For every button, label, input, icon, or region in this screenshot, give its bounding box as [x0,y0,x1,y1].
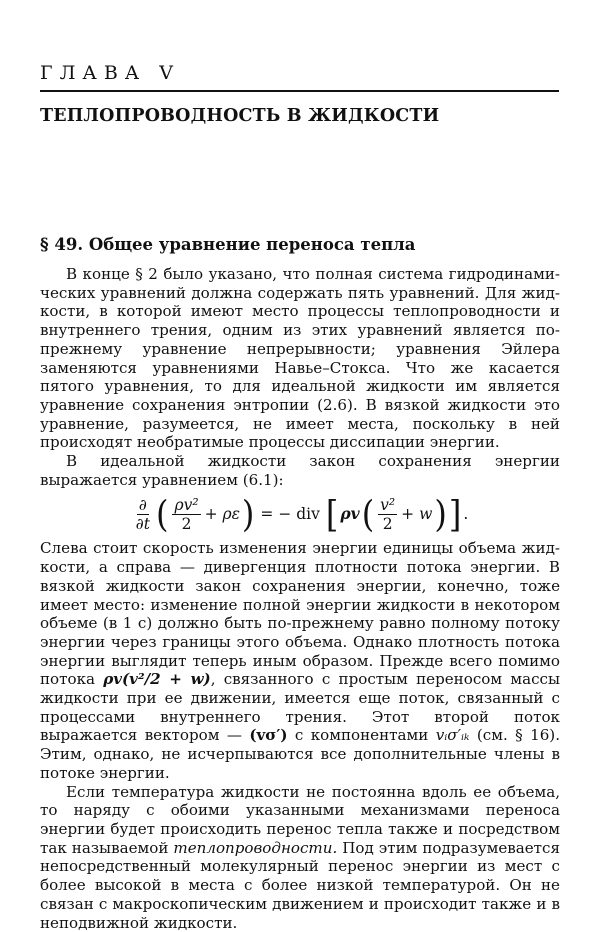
section-title: § 49. Общее уравнение переноса тепла [40,235,416,254]
paragraph-1: В конце § 2 было указано, что полная система гидродинамических уравнений должна содержать пять уравнений. Для жидкости, в которой имеют место процессы теплопроводности и внутреннего трения, одним из этих уравнений является по-прежнему уравнение непрерывности; уравнения Эйлера заменяются уравнениями Навье–Стокса. Что же касается пятого уравнения, то для идеальной жидкости им является уравнение сохранения энтропии (2.6). В вязкой жидкости это уравнение, разумеется, не имеет места, поскольку в ней происходят необратимые процессы диссипации энергии. [40,265,560,452]
body-text [40,265,560,932]
eq-kinetic-term: $\frac{\text{ρv²}}{2}$ [174,495,199,533]
paragraph-2: В идеальной жидкости закон сохранения энергии выражается уравнением (6.1): [40,452,560,489]
energy-equation [40,491,560,537]
eq-paren-close: ) [241,492,255,537]
eq-equals-div: = − div [260,505,320,524]
chapter-label: ГЛАВА V [40,62,180,84]
eq-bracket-close: ] [448,492,462,537]
viscous-vector: (vσ′) [249,726,288,745]
components-expression: vᵢσ′ᵢₖ [435,726,470,745]
paragraph-4: Если температура жидкости не постоянна вдоль ее объема, то наряду с обоими указанными механизмами переноса энергии будет происходить перенос тепла также и посредством так называемой теплопроводности. Под этим подразумевается непосредственный молекулярный перенос энергии из мест с более высокой в места с более низкой температурой. Он не связан с макроскопическим движением и происходит также и в неподвижной жидкости. [40,782,561,932]
eq-bracket-open: [ [325,492,339,537]
flux-expression: ρv(v²/2 + w) [103,670,211,689]
paragraph-3: Слева стоит скорость изменения энергии единицы объема жидкости, а справа — дивергенция плотности потока энергии. В вязкой жидкости закон сохранения энергии, конечно, тоже имеет место: изменение полной энергии жидкости в некотором объеме (в 1 с) должно быть по-прежнему равно полному потоку энергии через границы этого объема. Однако плотность потока энергии выглядит теперь иным образом. Прежде всего помимо потока ρv(v²/2 + w), связанного с простым переносом массы жидкости при ее движении, имеется еще поток, связанный с процессами внутреннего трения. Этот второй поток выражается вектором — (vσ′) с компонентами vᵢσ′ᵢₖ (см. § 16). Этим, однако, не исчерпываются все дополнительные члены в потоке энергии. [40,539,560,782]
eq-paren-open: ( [155,492,169,537]
eq-paren-open-2: ( [361,492,375,537]
eq-v2-half: $\frac{\text{v²}}{2}$ [380,495,396,533]
eq-paren-close-2: ) [434,492,447,537]
eq-enthalpy: + w [401,505,433,524]
eq-period: . [463,505,469,524]
eq-internal-energy: + ρε [204,505,240,524]
chapter-title: ТЕПЛОПРОВОДНОСТЬ В ЖИДКОСТИ [40,106,440,126]
chapter-rule [40,90,559,92]
term-thermal-conductivity: теплопроводности. [173,838,338,857]
eq-rho-v: ρv [340,504,360,524]
eq-derivative: $\frac{\partial}{\partial t}$ [135,495,150,533]
